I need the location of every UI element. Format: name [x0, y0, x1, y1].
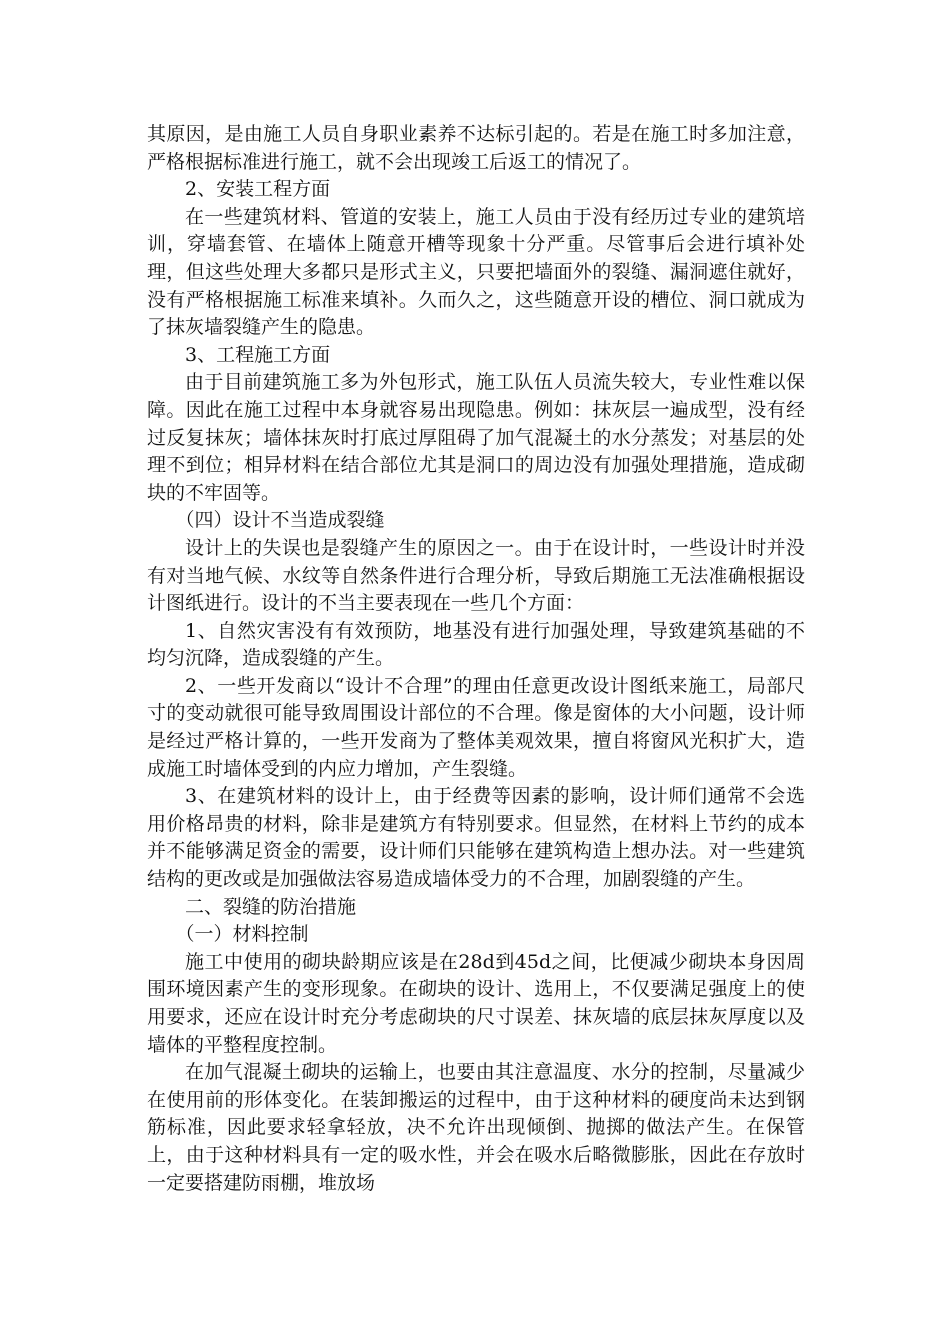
paragraph-design-intro: 设计上的失误也是裂缝产生的原因之一。由于在设计时，一些设计时并没有对当地气候、水纹等自然条件进行合理分析，导致后期施工无法准确根据设计图纸进行。设计的不当主要表现在一些几个方面：	[147, 536, 805, 615]
paragraph-design-point-2: 2、一些开发商以“设计不合理”的理由任意更改设计图纸来施工，局部尺寸的变动就很可能导致周围设计部位的不合理。像是窗体的大小问题，设计师是经过严格计算的，一些开发商为了整体美观效果，擅自将窗风光积扩大，造成施工时墙体受到的内应力增加，产生裂缝。	[147, 674, 805, 780]
heading-installation: 2、安装工程方面	[185, 178, 331, 201]
paragraph-installation: 在一些建筑材料、管道的安装上，施工人员由于没有经历过专业的建筑培训，穿墙套管、在墙体上随意开槽等现象十分严重。尽管事后会进行填补处理，但这些处理大多都只是形式主义，只要把墙面外的裂缝、漏洞遮住就好，没有严格根据施工标准来填补。久而久之，这些随意开设的槽位、洞口就成为了抹灰墙裂缝产生的隐患。	[147, 205, 805, 339]
heading-construction: 3、工程施工方面	[185, 343, 331, 366]
heading-material-control: （一）材料控制	[175, 923, 309, 946]
document-body	[147, 121, 805, 1197]
paragraph-material-transport: 在加气混凝土砌块的运输上，也要由其注意温度、水分的控制，尽量减少在使用前的形体变化。在装卸搬运的过程中，由于这种材料的硬度尚未达到钢筋标准，因此要求轻拿轻放，决不允许出现倾倒、抛掷的做法产生。在保管上，由于这种材料具有一定的吸水性，并会在吸水后略微膨胀，因此在存放时一定要搭建防雨棚，堆放场	[147, 1061, 805, 1194]
paragraph-construction: 由于目前建筑施工多为外包形式，施工队伍人员流失较大，专业性难以保障。因此在施工过程中本身就容易出现隐患。例如：抹灰层一遍成型，没有经过反复抹灰；墙体抹灰时打底过厚阻碍了加气混凝土的水分蒸发；对基层的处理不到位；相异材料在结合部位尤其是洞口的周边没有加强处理措施，造成砌块的不牢固等。	[147, 371, 805, 504]
paragraph-design-point-1: 1、自然灾害没有有效预防，地基没有进行加强处理，导致建筑基础的不均匀沉降，造成裂缝的产生。	[147, 619, 805, 670]
paragraph-material-age: 施工中使用的砌块龄期应该是在28d到45d之间，比便减少砌块本身因周围环境因素产生的变形现象。在砌块的设计、选用上，不仅要满足强度上的使用要求，还应在设计时充分考虑砌块的尺寸误差、抹灰墙的底层抹灰厚度以及墙体的平整程度控制。	[147, 950, 805, 1056]
paragraph-design-point-3: 3、在建筑材料的设计上，由于经费等因素的影响，设计师们通常不会选用价格昂贵的材料，除非是建筑方有特别要求。但显然，在材料上节约的成本并不能够满足资金的需要，设计师们只能够在建筑构造上想办法。对一些建筑结构的更改或是加强做法容易造成墙体受力的不合理，加剧裂缝的产生。	[147, 785, 805, 891]
heading-prevention: 二、裂缝的防治措施	[185, 895, 357, 918]
heading-design-cracks: （四）设计不当造成裂缝	[175, 509, 385, 532]
paragraph-continuation: 其原因，是由施工人员自身职业素养不达标引起的。若是在施工时多加注意，严格根据标准进行施工，就不会出现竣工后返工的情况了。	[147, 123, 805, 173]
